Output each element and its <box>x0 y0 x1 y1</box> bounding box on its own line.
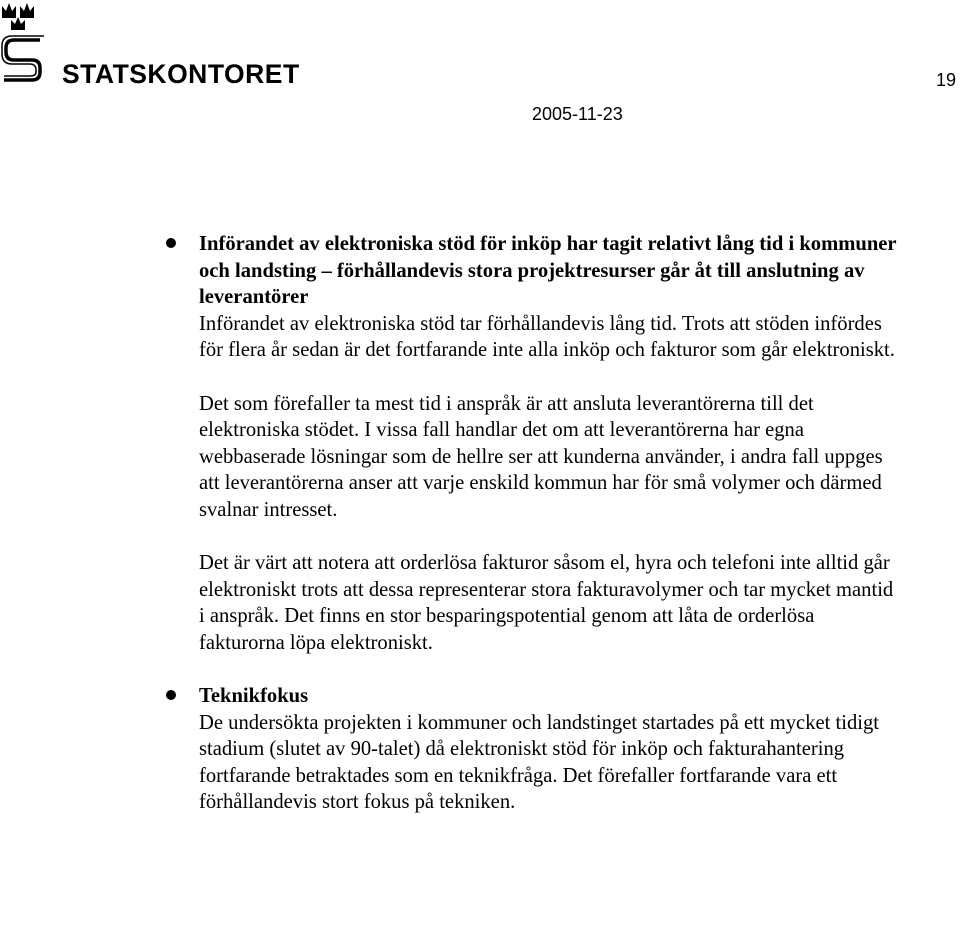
paragraph: De undersökta projekten i kommuner och landstinget startades på ett mycket tidigt stadium (slutet av 90-talet) då elektroniskt stöd för inköp och fakturahantering fortfarande betraktades som en teknikfråga. Det förefaller fortfarande vara ett förhållandevis stort fokus på tekniken. <box>199 711 879 814</box>
bullet-icon <box>166 238 176 248</box>
paragraph: Införandet av elektroniska stöd tar förhållandevis lång tid. Trots att stöden infördes för flera år sedan är det fortfarande inte alla inköp och fakturor som går elektroniskt. <box>199 312 895 362</box>
document-date: 2005-11-23 <box>532 104 623 124</box>
bullet-icon <box>166 690 176 700</box>
paragraph: Det som förefaller ta mest tid i anspråk är att ansluta leverantörerna till det elektroniska stödet. I vissa fall handlar det om att leverantörerna har egna webbaserade lösningar som de hellre ser att kunderna använder, i andra fall uppges att leverantörerna anser att varje enskild kommun har för små volymer och därmed svalnar intresset. <box>199 392 883 521</box>
paragraph: Det är värt att notera att orderlösa fakturor såsom el, hyra och telefoni inte alltid går elektroniskt trots att dessa representerar stora fakturavolymer och tar mycket mantid i anspråk. Det finns en stor besparingspotential genom att låta de orderlösa fakturorna löpa elektroniskt. <box>199 552 894 654</box>
section-teknikfokus <box>199 683 899 816</box>
three-crowns-icon <box>2 3 34 30</box>
page-number: 19 <box>935 70 956 90</box>
section-heading: Införandet av elektroniska stöd för inköp har tagit relativt lång tid i kommuner och landsting – förhållandevis stora projektresurser går åt till anslutning av leverantörer <box>199 233 897 309</box>
statskontoret-logo <box>0 0 300 90</box>
document-body <box>199 231 899 816</box>
section-introduction <box>199 231 899 657</box>
logo-graphic <box>0 0 300 90</box>
section-heading: Teknikfokus <box>199 685 309 708</box>
logo-wordmark: STATSKONTORET <box>62 59 300 89</box>
s-mark-icon <box>2 36 44 80</box>
